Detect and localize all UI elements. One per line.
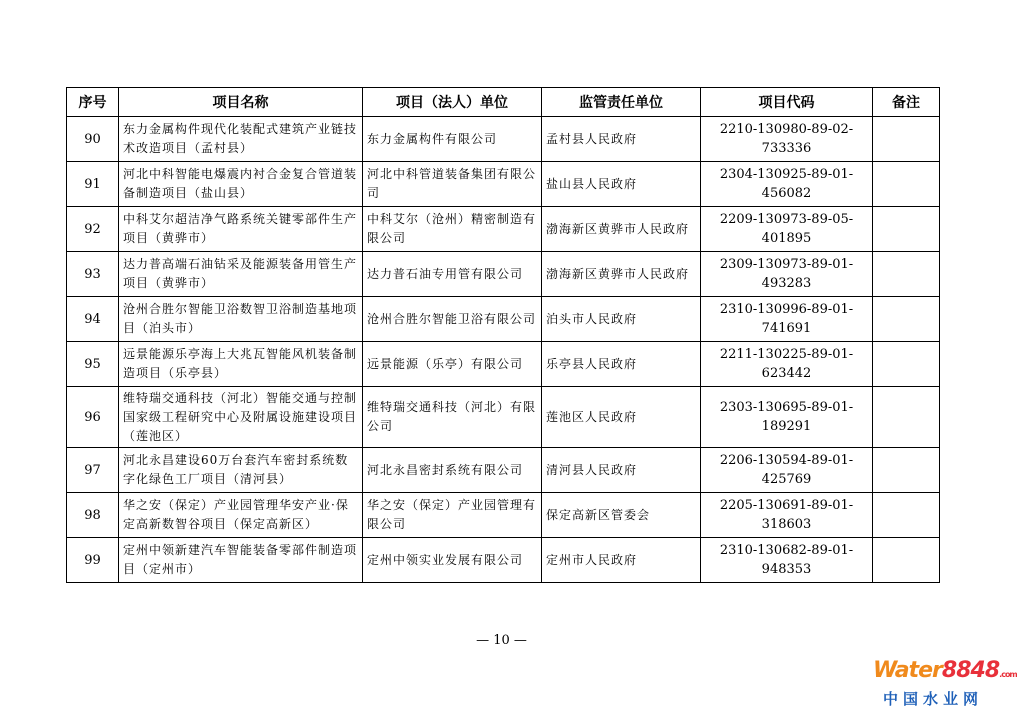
header-supervisor: 监管责任单位 xyxy=(542,88,701,117)
cell-project-code: 2304-130925-89-01-456082 xyxy=(701,162,873,207)
cell-project-name: 河北永昌建设60万台套汽车密封系统数字化绿色工厂项目（清河县） xyxy=(119,448,363,493)
project-table xyxy=(66,87,940,583)
logo-word-part2: er xyxy=(918,658,942,683)
cell-project-code: 2310-130996-89-01-741691 xyxy=(701,297,873,342)
cell-no: 99 xyxy=(67,538,119,583)
cell-note xyxy=(873,538,940,583)
cell-legal-unit: 沧州合胜尔智能卫浴有限公司 xyxy=(363,297,542,342)
cell-supervisor: 清河县人民政府 xyxy=(542,448,701,493)
cell-supervisor: 乐亭县人民政府 xyxy=(542,342,701,387)
cell-no: 96 xyxy=(67,387,119,448)
table-row xyxy=(67,207,940,252)
logo-suffix: .com xyxy=(999,670,1017,679)
header-unit: 项目（法人）单位 xyxy=(363,88,542,117)
table-row xyxy=(67,252,940,297)
cell-legal-unit: 定州中领实业发展有限公司 xyxy=(363,538,542,583)
cell-project-code: 2209-130973-89-05-401895 xyxy=(701,207,873,252)
table-row xyxy=(67,117,940,162)
cell-project-name: 华之安（保定）产业园管理华安产业·保定高新数智谷项目（保定高新区） xyxy=(119,493,363,538)
cell-project-name: 定州中领新建汽车智能装备零部件制造项目（定州市） xyxy=(119,538,363,583)
cell-legal-unit: 维特瑞交通科技（河北）有限公司 xyxy=(363,387,542,448)
cell-supervisor: 孟村县人民政府 xyxy=(542,117,701,162)
header-name: 项目名称 xyxy=(119,88,363,117)
cell-project-name: 沧州合胜尔智能卫浴数智卫浴制造基地项目（泊头市） xyxy=(119,297,363,342)
cell-no: 91 xyxy=(67,162,119,207)
cell-note xyxy=(873,387,940,448)
cell-legal-unit: 河北永昌密封系统有限公司 xyxy=(363,448,542,493)
cell-project-name: 中科艾尔超洁净气路系统关键零部件生产项目（黄骅市） xyxy=(119,207,363,252)
cell-project-code: 2210-130980-89-02-733336 xyxy=(701,117,873,162)
cell-project-name: 河北中科智能电爆震内衬合金复合管道装备制造项目（盐山县） xyxy=(119,162,363,207)
table-row xyxy=(67,448,940,493)
cell-project-code: 2309-130973-89-01-493283 xyxy=(701,252,873,297)
cell-legal-unit: 远景能源（乐亭）有限公司 xyxy=(363,342,542,387)
cell-supervisor: 定州市人民政府 xyxy=(542,538,701,583)
cell-note xyxy=(873,207,940,252)
cell-project-code: 2206-130594-89-01-425769 xyxy=(701,448,873,493)
cell-project-name: 维特瑞交通科技（河北）智能交通与控制国家级工程研究中心及附属设施建设项目（莲池区） xyxy=(119,387,363,448)
cell-project-name: 东力金属构件现代化装配式建筑产业链技术改造项目（孟村县） xyxy=(119,117,363,162)
logo-chinese-name: 中国水业网 xyxy=(882,690,983,708)
cell-no: 90 xyxy=(67,117,119,162)
header-note: 备注 xyxy=(873,88,940,117)
cell-project-code: 2310-130682-89-01-948353 xyxy=(701,538,873,583)
cell-legal-unit: 东力金属构件有限公司 xyxy=(363,117,542,162)
cell-no: 97 xyxy=(67,448,119,493)
header-no: 序号 xyxy=(67,88,119,117)
logo-word-part1: Wat xyxy=(873,658,919,683)
cell-legal-unit: 华之安（保定）产业园管理有限公司 xyxy=(363,493,542,538)
logo-wordmark xyxy=(873,658,1017,686)
table-row xyxy=(67,538,940,583)
cell-project-name: 达力普高端石油钻采及能源装备用管生产项目（黄骅市） xyxy=(119,252,363,297)
cell-no: 94 xyxy=(67,297,119,342)
cell-no: 98 xyxy=(67,493,119,538)
table-body xyxy=(67,117,940,583)
cell-supervisor: 渤海新区黄骅市人民政府 xyxy=(542,207,701,252)
cell-note xyxy=(873,342,940,387)
cell-note xyxy=(873,162,940,207)
table-row xyxy=(67,297,940,342)
header-code: 项目代码 xyxy=(701,88,873,117)
cell-no: 93 xyxy=(67,252,119,297)
cell-note xyxy=(873,297,940,342)
cell-project-code: 2205-130691-89-01-318603 xyxy=(701,493,873,538)
cell-project-code: 2211-130225-89-01-623442 xyxy=(701,342,873,387)
table-row xyxy=(67,493,940,538)
logo-digits: 8848 xyxy=(941,658,1000,683)
site-logo xyxy=(873,658,1017,709)
cell-legal-unit: 河北中科管道装备集团有限公司 xyxy=(363,162,542,207)
cell-legal-unit: 中科艾尔（沧州）精密制造有限公司 xyxy=(363,207,542,252)
table-row xyxy=(67,387,940,448)
cell-no: 92 xyxy=(67,207,119,252)
cell-note xyxy=(873,117,940,162)
table-row xyxy=(67,342,940,387)
cell-supervisor: 莲池区人民政府 xyxy=(542,387,701,448)
cell-legal-unit: 达力普石油专用管有限公司 xyxy=(363,252,542,297)
cell-note xyxy=(873,252,940,297)
page-number: — 10 — xyxy=(476,633,527,648)
cell-note xyxy=(873,493,940,538)
cell-supervisor: 盐山县人民政府 xyxy=(542,162,701,207)
table-row xyxy=(67,162,940,207)
cell-supervisor: 渤海新区黄骅市人民政府 xyxy=(542,252,701,297)
cell-supervisor: 保定高新区管委会 xyxy=(542,493,701,538)
table-header-row xyxy=(67,88,940,117)
cell-no: 95 xyxy=(67,342,119,387)
cell-supervisor: 泊头市人民政府 xyxy=(542,297,701,342)
cell-project-code: 2303-130695-89-01-189291 xyxy=(701,387,873,448)
cell-project-name: 远景能源乐亭海上大兆瓦智能风机装备制造项目（乐亭县） xyxy=(119,342,363,387)
cell-note xyxy=(873,448,940,493)
